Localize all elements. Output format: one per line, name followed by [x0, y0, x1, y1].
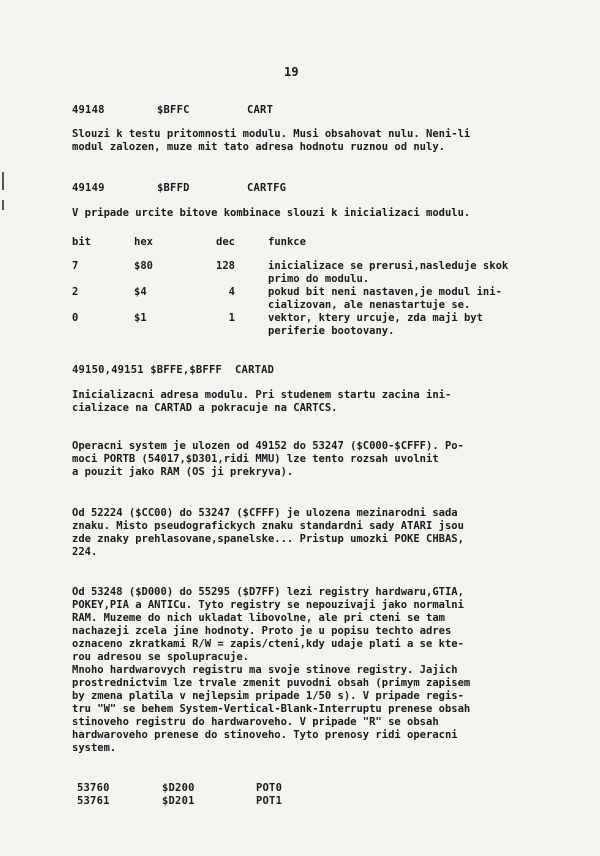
- table-cell-bit: 0: [72, 312, 79, 324]
- register-name: CART: [247, 104, 274, 116]
- register-name: CARTFG: [247, 182, 287, 194]
- register-name: POT1: [256, 795, 283, 807]
- table-header-bit: bit: [72, 236, 91, 248]
- page-number: 19: [284, 65, 299, 79]
- table-cell-hex: $4: [134, 286, 147, 298]
- table-cell-dec: 1: [228, 312, 235, 324]
- address-decimal: 53761: [77, 795, 110, 807]
- address-decimal: 53760: [77, 782, 110, 794]
- cartad-description: Inicializacni adresa modulu. Pri studenem startu zacina ini- cializace na CARTAD a pokracuje na CARTCS.: [72, 389, 452, 414]
- address-decimal: 49149: [72, 182, 105, 194]
- table-cell-bit: 7: [72, 260, 79, 272]
- paragraph-charset: Od 52224 ($CC00) do 53247 ($CFFF) je ulozena mezinarodni sada znaku. Misto pseudografickych znaku standardni sady ATARI jsou zde znaky prehlasovane,spanelske... Pristup umozki POKE CHBAS, 224.: [72, 507, 464, 558]
- table-header-hex: hex: [134, 236, 153, 248]
- table-header-funkce: funkce: [268, 236, 306, 248]
- scan-margin-mark: [2, 200, 4, 210]
- address-decimal: 49148: [72, 104, 105, 116]
- table-header-dec: dec: [216, 236, 235, 248]
- address-hex: $BFFD: [157, 182, 190, 194]
- table-cell-hex: $80: [134, 260, 153, 272]
- register-name: POT0: [256, 782, 283, 794]
- cartad-heading: 49150,49151 $BFFE,$BFFF CARTAD: [72, 364, 275, 376]
- table-cell-dec: 4: [228, 286, 235, 298]
- table-cell-dec: 128: [216, 260, 235, 272]
- section-description: V pripade urcite bitove kombinace slouzi k inicializaci modulu.: [72, 207, 471, 219]
- table-cell-funkce: inicializace se prerusi,nasleduje skok primo do modulu.: [268, 260, 509, 285]
- paragraph-hardware: Od 53248 ($D000) do 55295 ($D7FF) lezi registry hardwaru,GTIA, POKEY,PIA a ANTICu. Tyto registry se nepouzivaji jako normalni RAM. Muzeme do nich ukladat libovolne, ale pri cteni se tam nachazeji zcela jine hodnoty. Proto je u popisu techto adres oznaceno zkratkami R/W = zapis/cteni,kdy udaje plati a se kte- rou adresou se spolupracuje. Mnoho hardwarovych registru ma svoje stinove registry. Jajich prostrednictvim lze trvale zmenit puvodni obsah (primym zapisem by zmena platila v nejlepsim pripade 1/50 s). V pripade regis- tru "W" se behem System-Vertical-Blank-Interruptu prenese obsah stinoveho registru do hardwaroveho. V pripade "R" se obsah hardwaroveho prenese do stinoveho. Tyto prenosy ridi operacni system.: [72, 586, 471, 754]
- section-description: Slouzi k testu pritomnosti modulu. Musi obsahovat nulu. Neni-li modul zalozen, muze mit tato adresa hodnotu ruznou od nuly.: [72, 128, 471, 153]
- table-cell-funkce: pokud bit neni nastaven,je modul ini- cializovan, ale nenastartuje se.: [268, 286, 502, 311]
- address-hex: $D201: [162, 795, 195, 807]
- address-hex: $BFFC: [157, 104, 190, 116]
- scan-margin-mark: [2, 172, 4, 190]
- address-hex: $D200: [162, 782, 195, 794]
- table-cell-bit: 2: [72, 286, 79, 298]
- table-cell-funkce: vektor, ktery urcuje, zda maji byt periferie bootovany.: [268, 312, 483, 337]
- table-cell-hex: $1: [134, 312, 147, 324]
- paragraph-os: Operacni system je ulozen od 49152 do 53247 ($C000-$CFFF). Po- moci PORTB (54017,$D301,ridi MMU) lze tento rozsah uvolnit a pouzit jako RAM (OS ji prekryva).: [72, 440, 464, 478]
